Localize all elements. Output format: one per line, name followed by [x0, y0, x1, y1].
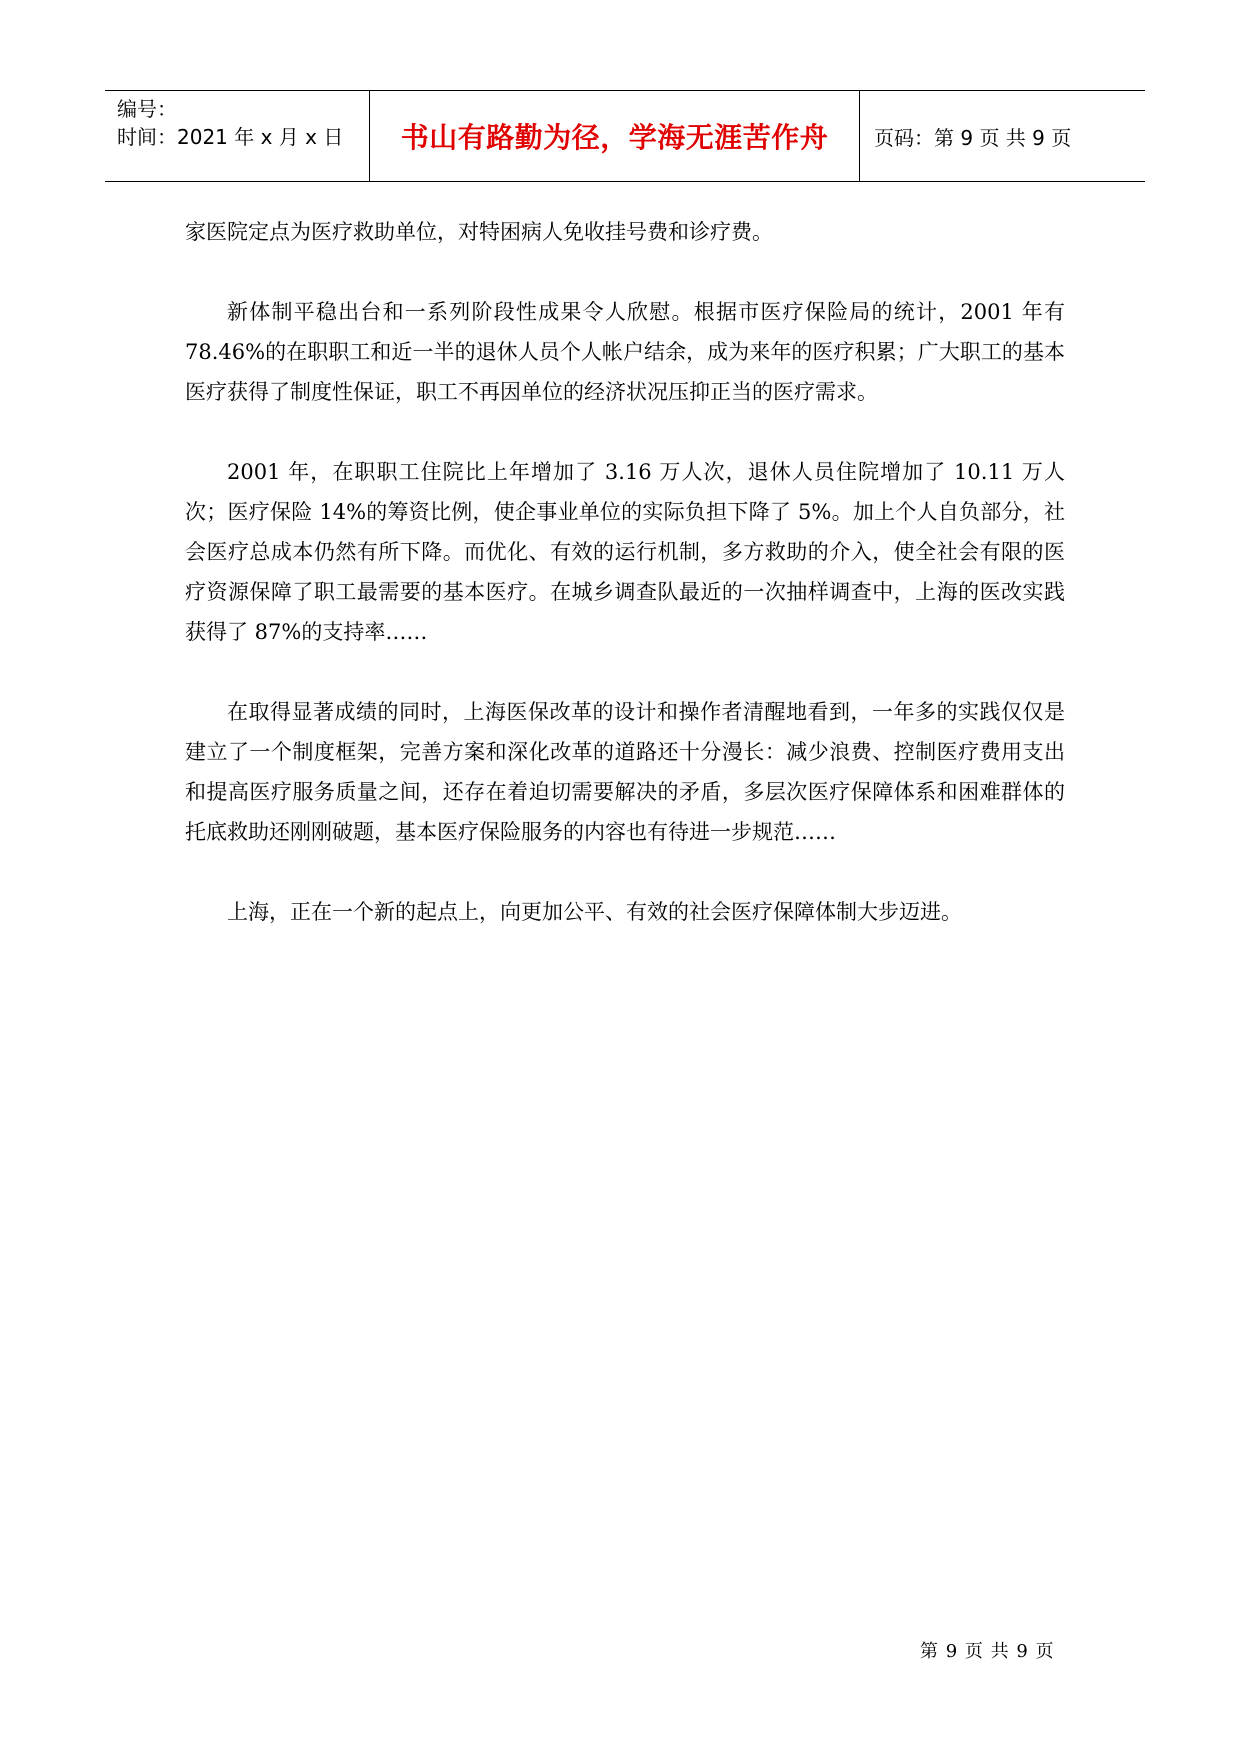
- time-label: 时间：2021 年 x 月 x 日: [117, 125, 344, 149]
- header-motto-cell: [370, 91, 860, 181]
- document-header: [105, 90, 1145, 182]
- paragraph: 在取得显著成绩的同时，上海医保改革的设计和操作者清醒地看到，一年多的实践仅仅是建立了一个制度框架，完善方案和深化改革的道路还十分漫长：减少浪费、控制医疗费用支出和提高医疗服务质量之间，还存在着迫切需要解决的矛盾，多层次医疗保障体系和困难群体的托底救助还刚刚破题，基本医疗保险服务的内容也有待进一步规范……: [185, 700, 1065, 844]
- paragraph: 新体制平稳出台和一系列阶段性成果令人欣慰。根据市医疗保险局的统计，2001 年有 78.46%的在职职工和近一半的退休人员个人帐户结余，成为来年的医疗积累；广大职工的基本医疗获得了制度性保证，职工不再因单位的经济状况压抑正当的医疗需求。: [185, 300, 1065, 404]
- paragraph-continuation: 家医院定点为医疗救助单位，对特困病人免收挂号费和诊疗费。: [185, 220, 773, 244]
- paragraph: 2001 年，在职职工住院比上年增加了 3.16 万人次，退休人员住院增加了 10.11 万人次；医疗保险 14%的筹资比例，使企事业单位的实际负担下降了 5%。加上个人自负部分，社会医疗总成本仍然有所下降。而优化、有效的运行机制，多方救助的介入，使全社会有限的医疗资源保障了职工最需要的基本医疗。在城乡调查队最近的一次抽样调查中，上海的医改实践获得了 87%的支持率……: [185, 460, 1065, 644]
- footer-page-number: 第 9 页 共 9 页: [920, 1641, 1055, 1662]
- header-page-number: 页码：第 9 页 共 9 页: [874, 125, 1072, 150]
- header-page-cell: [860, 91, 1145, 181]
- document-body: [185, 212, 1065, 972]
- serial-number-label: 编号：: [117, 97, 177, 121]
- motto-text: 书山有路勤为径，学海无涯苦作舟: [400, 121, 829, 154]
- paragraph: 上海，正在一个新的起点上，向更加公平、有效的社会医疗保障体制大步迈进。: [227, 900, 962, 924]
- header-meta-cell: [105, 91, 370, 181]
